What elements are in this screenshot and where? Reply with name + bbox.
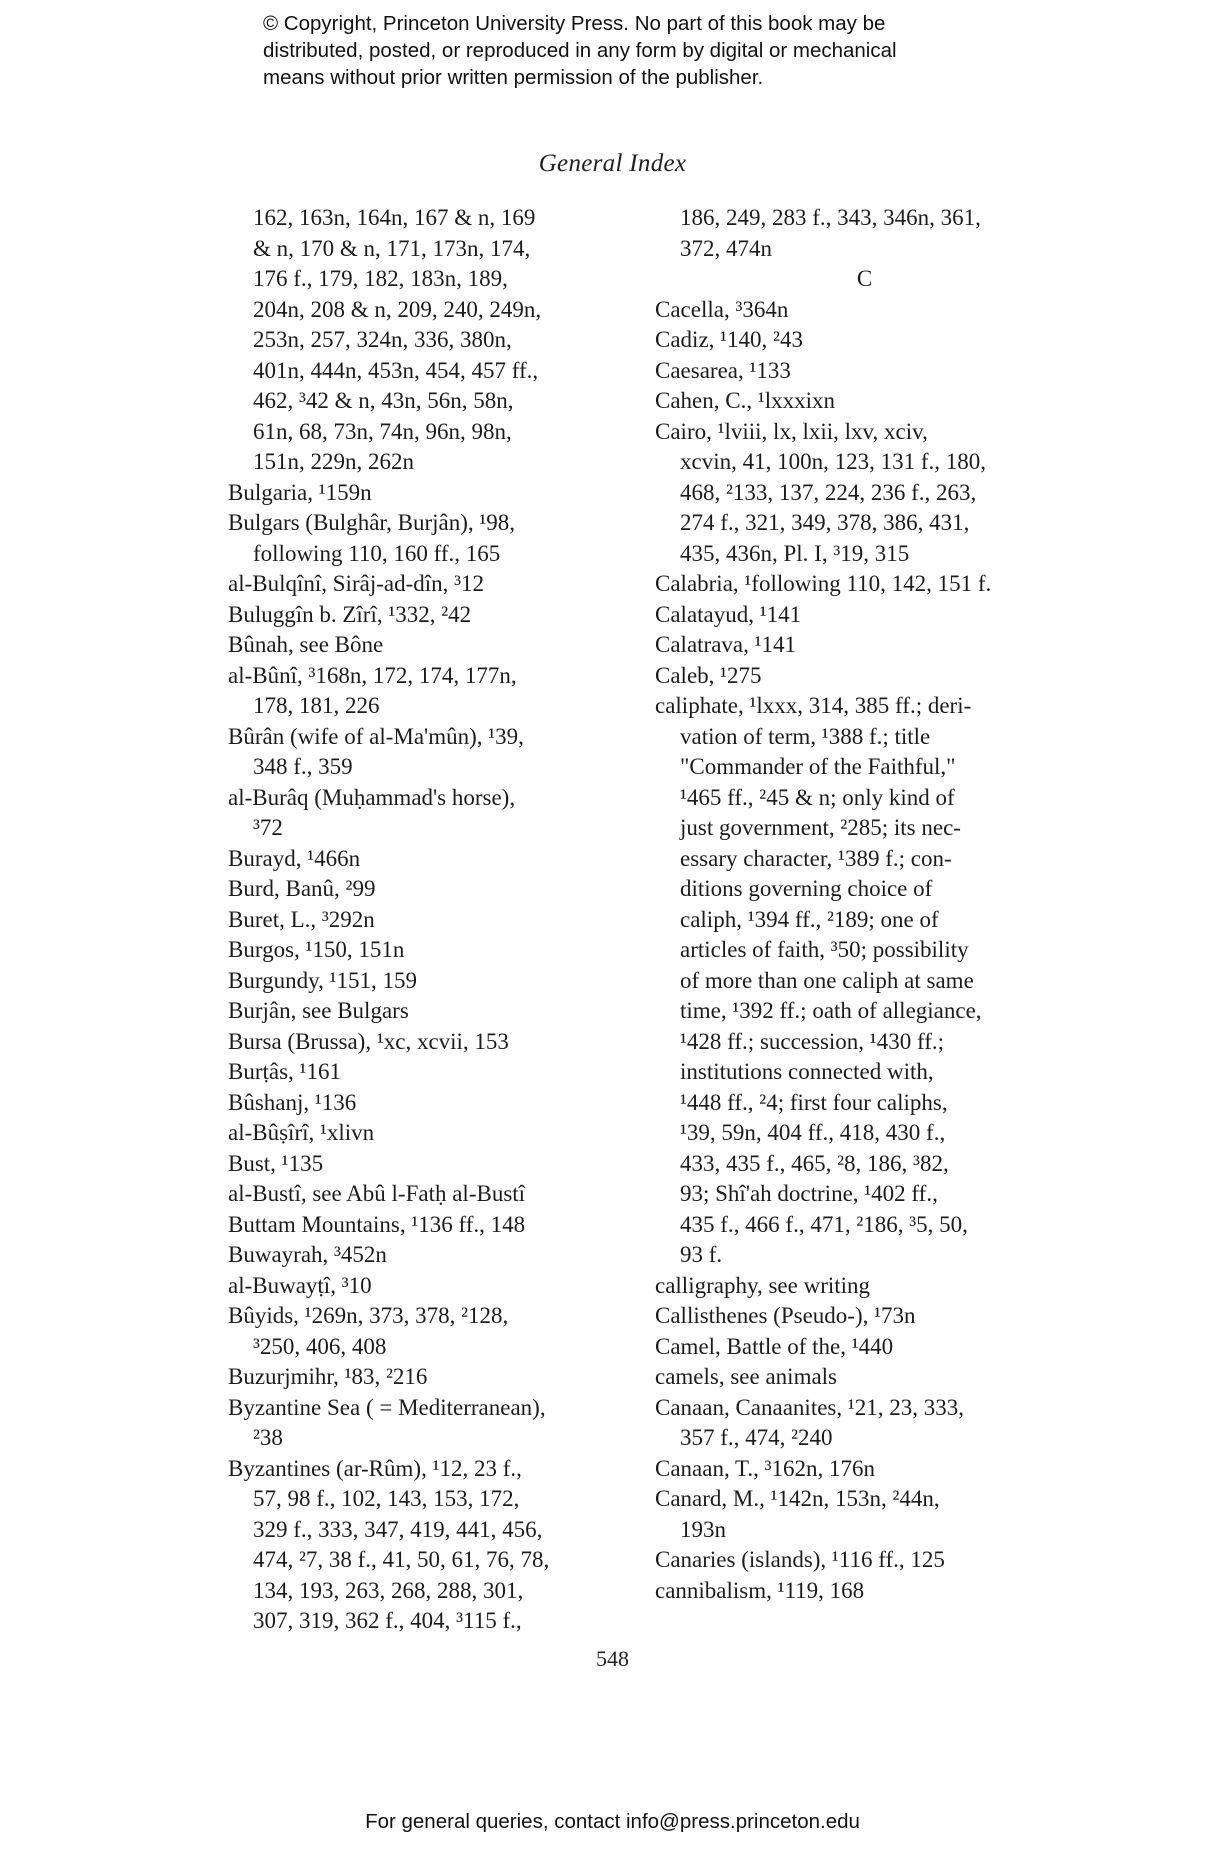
- index-line: Canard, M., ¹142n, 153n, ²44n,: [655, 1486, 940, 1511]
- index-line: Buluggîn b. Zîrî, ¹332, ²42: [228, 601, 472, 627]
- index-line: 162, 163n, 164n, 167 & n, 169: [253, 205, 536, 230]
- index-line: ¹39, 59n, 404 ff., 418, 430 f.,: [680, 1120, 946, 1145]
- index-line: 462, ³42 & n, 43n, 56n, 58n,: [253, 388, 514, 413]
- index-line: Bûnah, see Bône: [228, 632, 384, 657]
- index-line: of more than one caliph at same: [680, 967, 974, 993]
- index-line: Buwayrah, ³452n: [228, 1242, 387, 1267]
- index-line: Cacella, ³364n: [655, 296, 789, 322]
- index-line: Bursa (Brussa), ¹xc, xcvii, 153: [228, 1028, 509, 1054]
- index-line: Cahen, C., ¹lxxxixn: [655, 388, 836, 413]
- index-line: institutions connected with,: [680, 1059, 934, 1084]
- index-line: caliph, ¹394 ff., ²189; one of: [680, 906, 939, 932]
- index-line: 57, 98 f., 102, 143, 153, 172,: [253, 1486, 520, 1511]
- index-line: 151n, 229n, 262n: [253, 449, 414, 474]
- index-line: following 110, 160 ff., 165: [253, 540, 501, 566]
- index-line: 307, 319, 362 f., 404, ³115 f.,: [253, 1608, 522, 1633]
- index-line: ditions governing choice of: [680, 876, 933, 901]
- index-line: Caesarea, ¹133: [655, 357, 791, 383]
- index-line: 178, 181, 226: [253, 693, 380, 718]
- index-column-right: [655, 203, 1075, 1606]
- index-line: Burayd, ¹466n: [228, 845, 361, 871]
- index-line: essary character, ¹389 f.; con-: [680, 845, 952, 871]
- index-line: 474, ²7, 38 f., 41, 50, 61, 76, 78,: [253, 1547, 550, 1572]
- index-line: ¹465 ff., ²45 & n; only kind of: [680, 784, 955, 810]
- index-line: time, ¹392 ff.; oath of allegiance,: [680, 998, 982, 1023]
- index-line: Bûyids, ¹269n, 373, 378, ²128,: [228, 1303, 509, 1328]
- index-line: xcvin, 41, 100n, 123, 131 f., 180,: [680, 449, 987, 474]
- index-line: Cadiz, ¹140, ²43: [655, 327, 803, 352]
- index-line: Byzantine Sea ( = Mediterranean),: [228, 1394, 546, 1420]
- index-line: Burjân, see Bulgars: [228, 998, 409, 1023]
- index-line: Caleb, ¹275: [655, 662, 762, 688]
- index-line: 433, 435 f., 465, ²8, 186, ³82,: [680, 1150, 949, 1176]
- index-line: vation of term, ¹388 f.; title: [680, 723, 931, 749]
- index-line: Bust, ¹135: [228, 1150, 324, 1176]
- index-line: & n, 170 & n, 171, 173n, 174,: [253, 235, 531, 261]
- index-line: "Commander of the Faithful,": [680, 754, 956, 779]
- index-line: Calatrava, ¹141: [655, 632, 797, 657]
- index-line: 372, 474n: [680, 235, 772, 261]
- section-letter: C: [856, 266, 874, 291]
- index-line: 435 f., 466 f., 471, ²186, ³5, 50,: [680, 1211, 968, 1237]
- index-line: cannibalism, ¹119, 168: [655, 1577, 865, 1603]
- index-line: Canaan, T., ³162n, 176n: [655, 1455, 876, 1481]
- index-line: al-Buwayṭî, ³10: [228, 1272, 372, 1298]
- index-line: Canaries (islands), ¹116 ff., 125: [655, 1547, 945, 1572]
- index-line: 186, 249, 283 f., 343, 346n, 361,: [680, 205, 981, 230]
- copyright-line: © Copyright, Princeton University Press. No part of this book may be: [263, 12, 886, 35]
- index-line: Camel, Battle of the, ¹440: [655, 1333, 894, 1359]
- index-line: 93 f.: [680, 1242, 723, 1267]
- page-number: 548: [596, 1646, 629, 1671]
- index-line: 329 f., 333, 347, 419, 441, 456,: [253, 1516, 543, 1542]
- copyright-line: means without prior written permission of the publisher.: [263, 66, 764, 89]
- page-title: General Index: [538, 150, 687, 177]
- index-line: 61n, 68, 73n, 74n, 96n, 98n,: [253, 418, 512, 444]
- index-line: just government, ²285; its nec-: [680, 815, 961, 840]
- index-line: 176 f., 179, 182, 183n, 189,: [253, 266, 508, 291]
- index-line: Bulgars (Bulghâr, Burjân), ¹98,: [228, 510, 516, 535]
- index-line: 348 f., 359: [253, 754, 353, 779]
- index-line: 274 f., 321, 349, 378, 386, 431,: [680, 510, 970, 535]
- index-line: al-Bûnî, ³168n, 172, 174, 177n,: [228, 662, 517, 688]
- index-line: 193n: [680, 1516, 726, 1542]
- index-column-left: [228, 203, 623, 1637]
- index-line: 253n, 257, 324n, 336, 380n,: [253, 327, 512, 352]
- index-line: Cairo, ¹lviii, lx, lxii, lxv, xciv,: [655, 418, 928, 444]
- index-line: al-Burâq (Muḥammad's horse),: [228, 784, 516, 810]
- index-line: Calatayud, ¹141: [655, 601, 802, 627]
- index-line: ³72: [253, 815, 283, 840]
- index-line: Bûshanj, ¹136: [228, 1089, 357, 1115]
- index-line: al-Bulqînî, Sirâj-ad-dîn, ³12: [228, 571, 485, 596]
- index-line: Byzantines (ar-Rûm), ¹12, 23 f.,: [228, 1455, 522, 1481]
- index-line: ²38: [253, 1425, 283, 1450]
- index-line: Calabria, ¹following 110, 142, 151 f.: [655, 571, 992, 596]
- index-line: ³250, 406, 408: [253, 1333, 387, 1359]
- index-line: 134, 193, 263, 268, 288, 301,: [253, 1577, 524, 1603]
- index-line: calligraphy, see writing: [655, 1272, 871, 1298]
- index-line: al-Bûṣîrî, ¹xlivn: [228, 1120, 375, 1145]
- index-line: 204n, 208 & n, 209, 240, 249n,: [253, 296, 542, 322]
- index-line: Burgundy, ¹151, 159: [228, 967, 417, 993]
- index-line: Buttam Mountains, ¹136 ff., 148: [228, 1211, 526, 1237]
- index-line: Buret, L., ³292n: [228, 906, 375, 932]
- copyright-notice: [263, 10, 1023, 91]
- index-line: al-Bustî, see Abû l-Fatḥ al-Bustî: [228, 1181, 526, 1206]
- index-line: ¹428 ff.; succession, ¹430 ff.;: [680, 1028, 944, 1054]
- index-line: ¹448 ff., ²4; first four caliphs,: [680, 1089, 948, 1115]
- index-line: 435, 436n, Pl. I, ³19, 315: [680, 540, 910, 566]
- index-line: 401n, 444n, 453n, 454, 457 ff.,: [253, 357, 539, 383]
- index-line: Canaan, Canaanites, ¹21, 23, 333,: [655, 1394, 965, 1420]
- index-line: caliphate, ¹lxxx, 314, 385 ff.; deri-: [655, 693, 972, 718]
- index-line: 357 f., 474, ²240: [680, 1425, 833, 1450]
- index-line: camels, see animals: [655, 1364, 838, 1389]
- index-line: Burṭâs, ¹161: [228, 1059, 341, 1084]
- index-line: Bûrân (wife of al-Ma'mûn), ¹39,: [228, 723, 524, 749]
- index-line: Buzurjmihr, ¹83, ²216: [228, 1364, 428, 1389]
- index-line: Burgos, ¹150, 151n: [228, 937, 405, 962]
- footer-contact: For general queries, contact info@press.princeton.edu: [365, 1810, 860, 1833]
- index-line: Callisthenes (Pseudo-), ¹73n: [655, 1303, 916, 1328]
- index-line: 93; Shî'ah doctrine, ¹402 ff.,: [680, 1181, 938, 1206]
- index-line: Burd, Banû, ²99: [228, 876, 376, 901]
- index-line: Bulgaria, ¹159n: [228, 479, 372, 505]
- copyright-line: distributed, posted, or reproduced in any form by digital or mechanical: [263, 39, 897, 62]
- index-line: 468, ²133, 137, 224, 236 f., 263,: [680, 479, 977, 505]
- index-line: articles of faith, ³50; possibility: [680, 937, 969, 962]
